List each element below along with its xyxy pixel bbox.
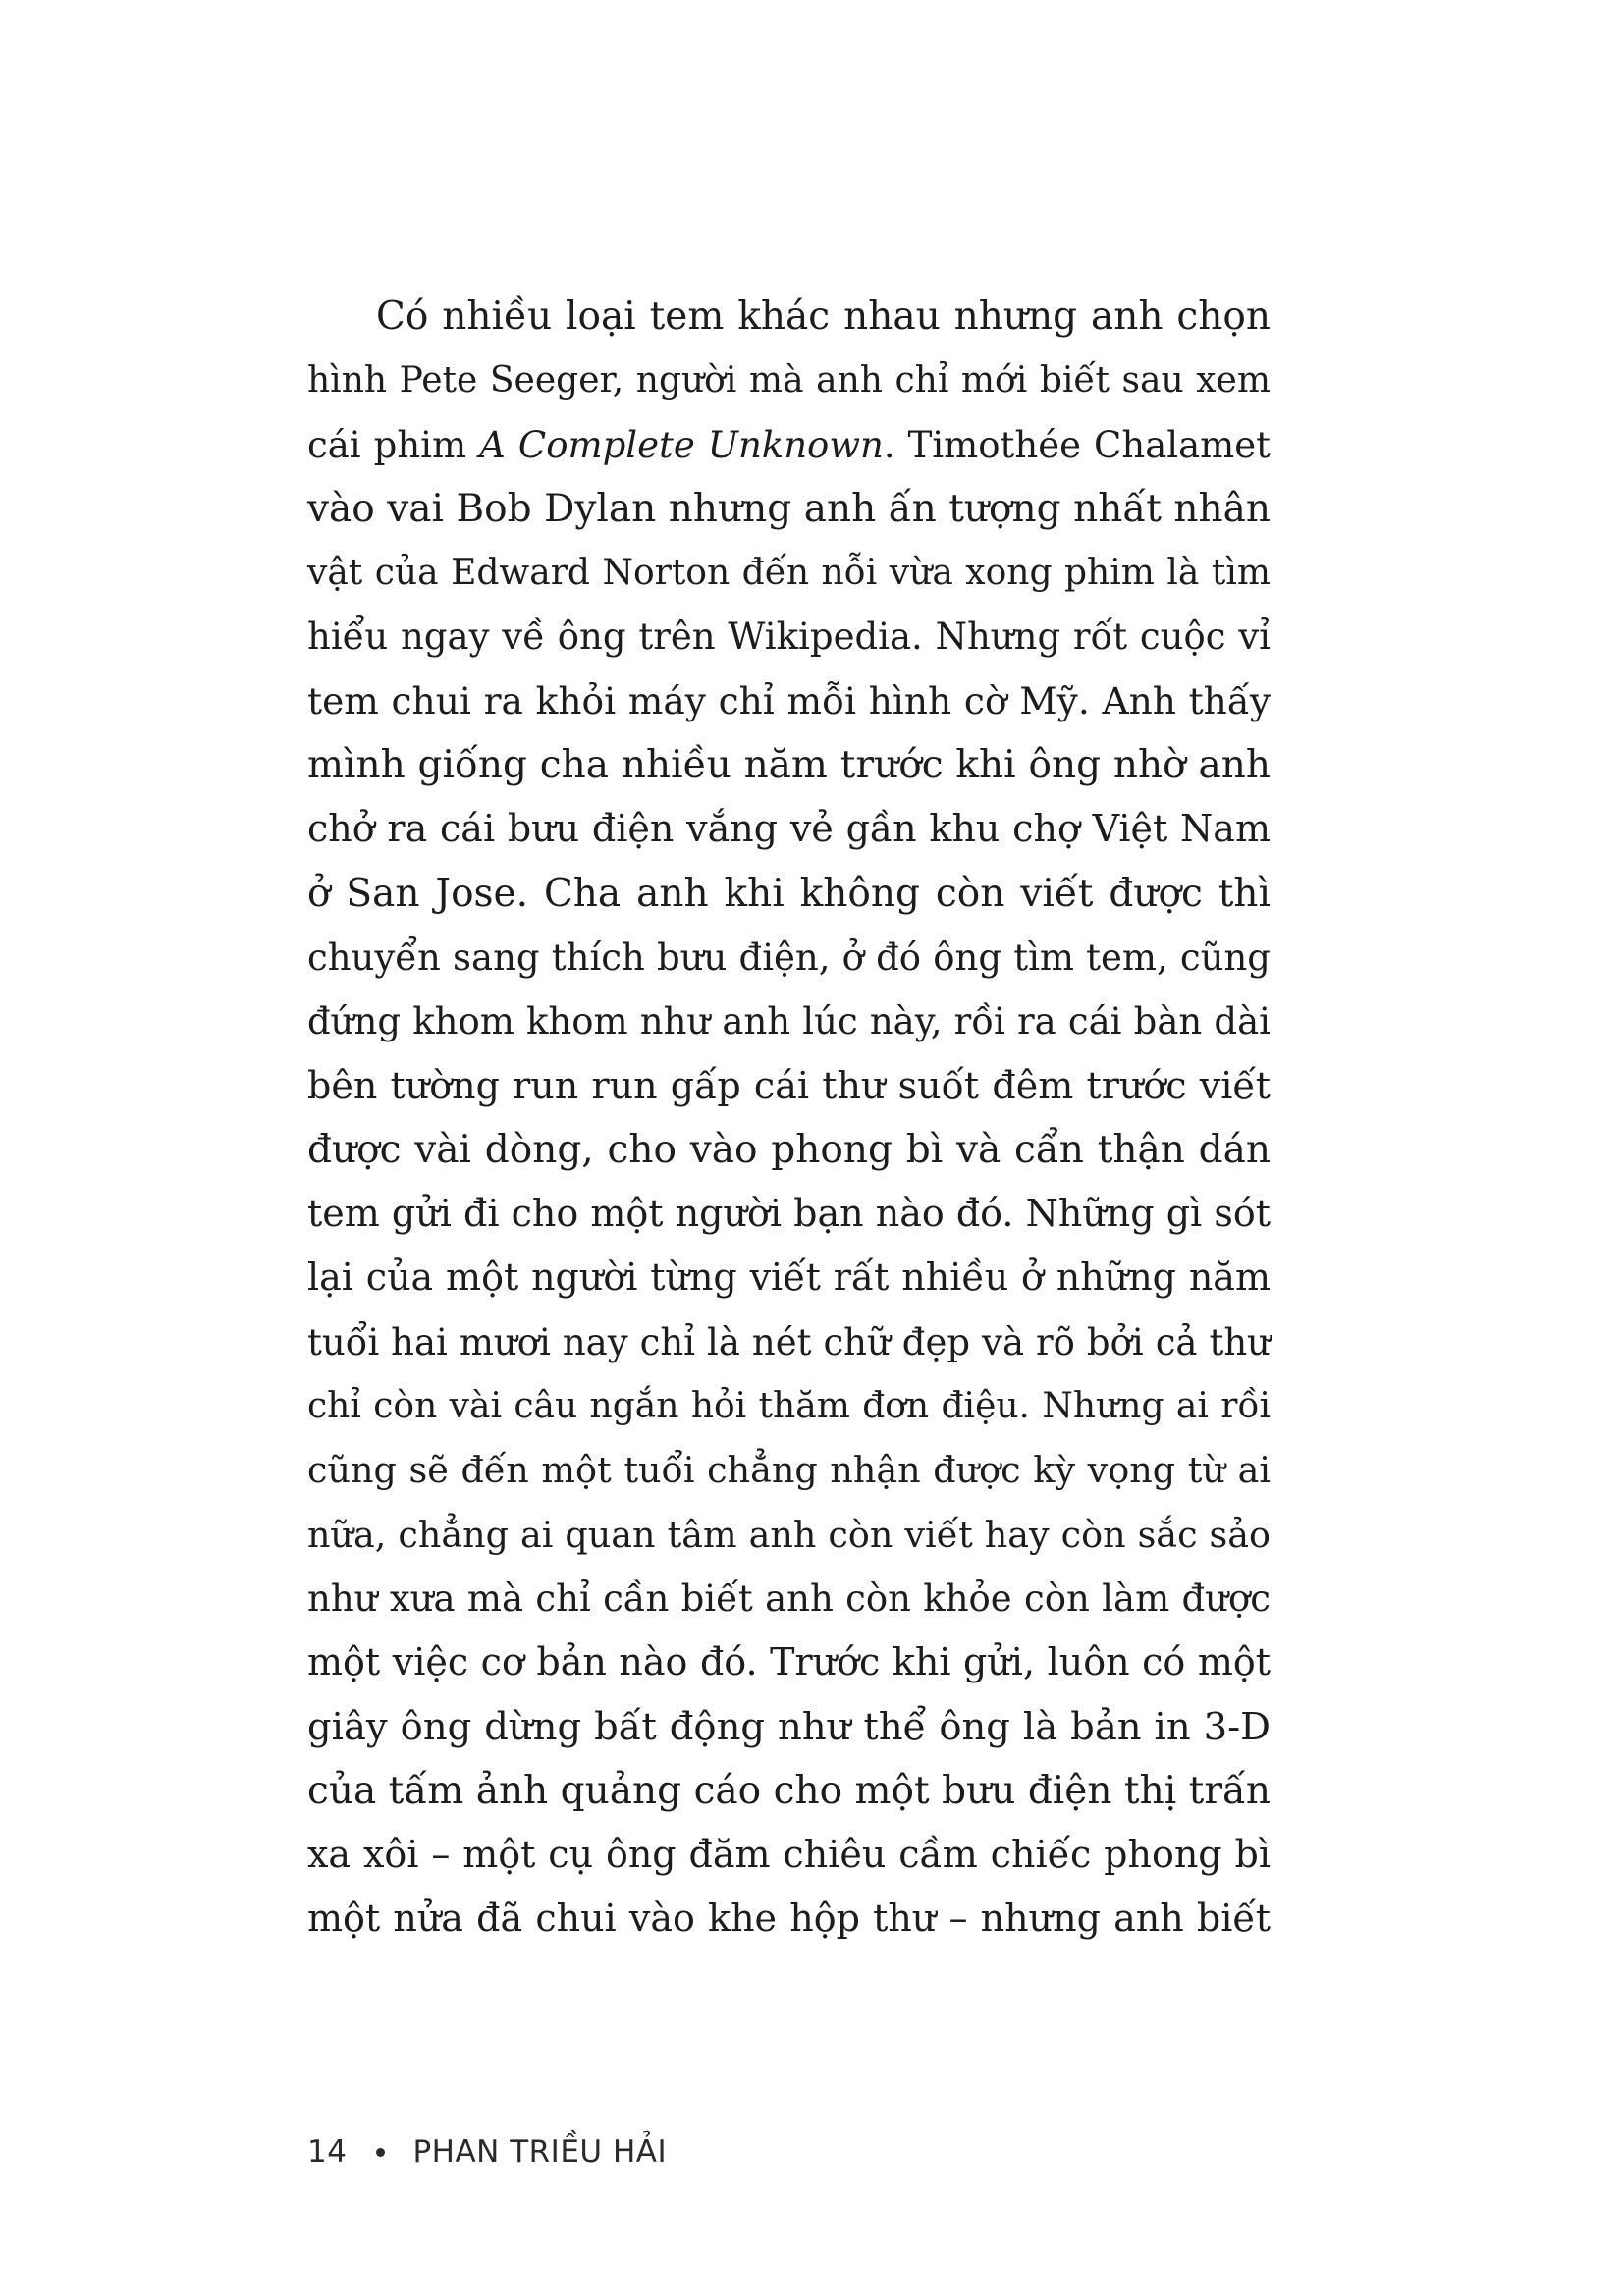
author-name: PHAN TRIỀU HẢI [412, 2134, 668, 2169]
text-line-start: cái phim [307, 423, 480, 466]
text-line: tem gửi đi cho một người bạn nào đó. Những gì sót [307, 1192, 1271, 1236]
text-line: hình Pete Seeger, người mà anh chỉ mới biết sau xem [307, 360, 1271, 401]
text-line: vào vai Bob Dylan nhưng anh ấn tượng nhất nhân [307, 486, 1271, 531]
text-line: một nửa đã chui vào khe hộp thư – nhưng anh biết [307, 1896, 1271, 1941]
text-line: lại của một người từng viết rất nhiều ở những năm [307, 1255, 1271, 1300]
text-line [307, 413, 1271, 477]
text-line: được vài dòng, cho vào phong bì và cẩn thận dán [307, 1127, 1271, 1172]
text-line: như xưa mà chỉ cần biết anh còn khỏe còn làm được [307, 1576, 1271, 1620]
text-line-end: . Timothée Chalamet [883, 423, 1271, 466]
text-line: một việc cơ bản nào đó. Trước khi gửi, luôn có một [307, 1640, 1271, 1684]
text-line: đứng khom khom như anh lúc này, rồi ra cái bàn dài [307, 1000, 1271, 1043]
text-line: Có nhiều loại tem khác nhau nhưng anh chọn [376, 294, 1271, 339]
text-line: cũng sẽ đến một tuổi chẳng nhận được kỳ vọng từ ai [307, 1449, 1271, 1492]
text-line: tuổi hai mươi nay chỉ là nét chữ đẹp và rõ bởi cả thư [307, 1320, 1271, 1363]
page-footer [307, 2130, 667, 2173]
text-line: hiểu ngay về ông trên Wikipedia. Nhưng rốt cuộc vỉ [307, 615, 1271, 659]
text-line: nữa, chẳng ai quan tâm anh còn viết hay còn sắc sảo [307, 1513, 1271, 1556]
text-line: vật của Edward Norton đến nỗi vừa xong phim là tìm [307, 553, 1271, 594]
text-line: chuyển sang thích bưu điện, ở đó ông tìm tem, cũng [307, 935, 1271, 979]
text-line: chỉ còn vài câu ngắn hỏi thăm đơn điệu. Nhưng ai rồi [307, 1386, 1271, 1427]
bullet-separator-icon [376, 2148, 385, 2157]
text-line: tem chui ra khỏi máy chỉ mỗi hình cờ Mỹ. Anh thấy [307, 678, 1271, 722]
text-line: của tấm ảnh quảng cáo cho một bưu điện thị trấn [307, 1768, 1271, 1813]
text-line: giây ông dừng bất động như thể ông là bản in 3-D [307, 1704, 1271, 1749]
text-line: xa xôi – một cụ ông đăm chiêu cầm chiếc phong bì [307, 1833, 1271, 1877]
text-line: chở ra cái bưu điện vắng vẻ gần khu chợ Việt Nam [307, 807, 1271, 851]
text-line: bên tường run run gấp cái thư suốt đêm trước viết [307, 1063, 1271, 1107]
page-number: 14 [307, 2134, 348, 2169]
film-title: A Complete Unknown [479, 423, 884, 466]
text-line: ở San Jose. Cha anh khi không còn viết được thì [307, 871, 1271, 916]
body-paragraph [307, 285, 1271, 1951]
text-line: mình giống cha nhiều năm trước khi ông nhờ anh [307, 743, 1271, 788]
